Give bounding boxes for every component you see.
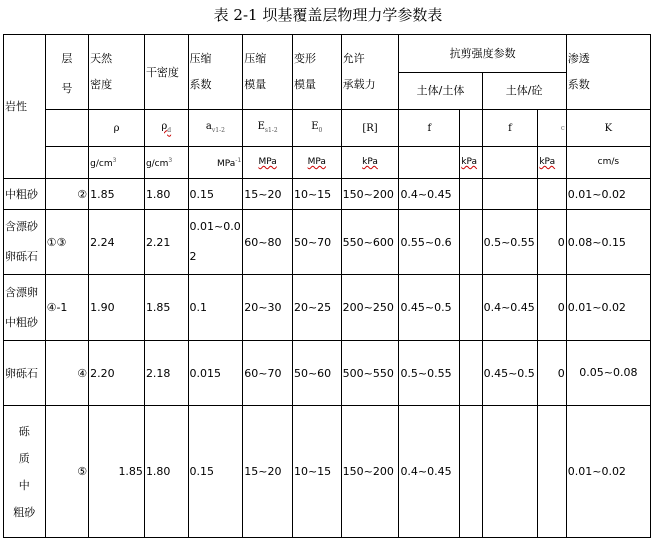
header-deform-mod-line1: 变形	[293, 52, 316, 65]
unit-R: kPa	[341, 147, 399, 179]
cell-rock	[4, 275, 46, 341]
cell-f2	[482, 179, 538, 210]
cell-rho: 1.85	[89, 406, 145, 538]
cell-rock-char1: 砾	[18, 424, 30, 438]
symbol-rho: ρ	[89, 110, 145, 147]
cell-E0: 20~25	[292, 275, 341, 341]
table-title: 表 2-1 坝基覆盖层物理力学参数表	[213, 6, 443, 24]
cell-rock: 中粗砂	[4, 179, 46, 210]
header-density-natural-line1: 天然	[90, 52, 113, 65]
cell-c2: 0	[538, 210, 566, 275]
cell-Es: 20~30	[243, 275, 293, 341]
unit-c2: kPa	[538, 147, 566, 179]
cell-rho-d: 1.80	[144, 179, 188, 210]
cell-rock-char4: 粗砂	[13, 505, 36, 519]
unit-Es: MPa	[243, 147, 293, 179]
cell-c2: 0	[538, 275, 566, 341]
header-compress-mod-line1: 压缩	[244, 52, 267, 65]
header-soil-soil: 土体/土体	[399, 72, 482, 110]
cell-c1	[460, 406, 482, 538]
cell-K: 0.01~0.02	[566, 275, 650, 341]
cell-c1	[460, 341, 482, 406]
header-perm	[566, 35, 650, 110]
symbol-Es: $E_{s1-2}$	[243, 110, 293, 147]
cell-c2	[538, 179, 566, 210]
unit-rho-d: $g/cm^3$	[144, 147, 188, 179]
cell-R: 150~200	[341, 179, 399, 210]
cell-rock-line2: 中粗砂	[5, 315, 38, 329]
symbol-c2: c	[538, 110, 566, 147]
header-rock: 岩性	[4, 35, 46, 179]
header-compress-mod	[243, 35, 293, 110]
cell-f1: 0.4~0.45	[399, 179, 460, 210]
cell-R: 550~600	[341, 210, 399, 275]
table-row	[4, 179, 651, 210]
cell-rho: 1.85	[89, 179, 145, 210]
cell-rho-d: 1.85	[144, 275, 188, 341]
symbol-K: K	[566, 110, 650, 147]
header-layer-line1: 层	[61, 52, 73, 65]
cell-a: 0.15	[188, 179, 243, 210]
cell-c1	[460, 179, 482, 210]
cell-f1: 0.4~0.45	[399, 406, 460, 538]
cell-rock: 卵砾石	[4, 341, 46, 406]
unit-c1: kPa	[460, 147, 482, 179]
header-compress-coef-line2: 系数	[189, 78, 212, 91]
symbol-f1: f	[399, 110, 460, 147]
unit-a: MPa$^{-1}$	[188, 147, 243, 179]
header-bearing-line1: 允许	[342, 52, 365, 65]
cell-E0: 50~60	[292, 341, 341, 406]
unit-f2	[482, 147, 538, 179]
header-density-natural-line2: 密度	[90, 78, 113, 91]
cell-c2	[538, 406, 566, 538]
cell-f1: 0.45~0.5	[399, 275, 460, 341]
cell-c2: 0	[538, 341, 566, 406]
header-shear: 抗剪强度参数	[399, 35, 566, 73]
cell-Es: 60~80	[243, 210, 293, 275]
header-layer-line2: 号	[61, 82, 73, 95]
cell-layer: ④	[45, 341, 89, 406]
cell-R: 500~550	[341, 341, 399, 406]
header-compress-coef	[188, 35, 243, 110]
cell-K: 0.01~0.02	[566, 179, 650, 210]
header-soil-concrete: 土体/砼	[482, 72, 566, 110]
cell-R: 150~200	[341, 406, 399, 538]
cell-f2	[482, 406, 538, 538]
cell-K: 0.01~0.02	[566, 406, 650, 538]
cell-rock	[4, 210, 46, 275]
cell-rho-d: 1.80	[144, 406, 188, 538]
unit-f1	[399, 147, 460, 179]
cell-rho: 2.24	[89, 210, 145, 275]
cell-K: 0.05~0.08	[566, 341, 650, 406]
cell-rock-char2: 质	[18, 451, 30, 465]
cell-a: 0.01~0.02	[188, 210, 243, 275]
table-row	[4, 341, 651, 406]
cell-rock-line2: 卵砾石	[5, 250, 38, 263]
cell-f2: 0.45~0.5	[482, 341, 538, 406]
cell-R: 200~250	[341, 275, 399, 341]
cell-a: 0.15	[188, 406, 243, 538]
cell-E0: 10~15	[292, 406, 341, 538]
parameter-table	[3, 34, 651, 538]
cell-Es: 15~20	[243, 406, 293, 538]
symbol-E0: $E_0$	[292, 110, 341, 147]
cell-K: 0.08~0.15	[566, 210, 650, 275]
cell-f2: 0.5~0.55	[482, 210, 538, 275]
cell-Es: 60~70	[243, 341, 293, 406]
unit-E0: MPa	[292, 147, 341, 179]
header-compress-mod-line2: 模量	[244, 78, 267, 91]
symbol-f2: f	[482, 110, 538, 147]
symbol-layer	[45, 110, 89, 147]
cell-f2: 0.4~0.45	[482, 275, 538, 341]
cell-E0: 10~15	[292, 179, 341, 210]
cell-c1	[460, 275, 482, 341]
unit-rho: $g/cm^3$	[89, 147, 145, 179]
unit-layer	[45, 147, 89, 179]
header-layer	[45, 35, 89, 110]
header-deform-mod-line2: 模量	[293, 78, 316, 91]
cell-Es: 15~20	[243, 179, 293, 210]
cell-rock	[4, 406, 46, 538]
cell-rho: 1.90	[89, 275, 145, 341]
cell-a: 0.1	[188, 275, 243, 341]
header-density-dry: 干密度	[144, 35, 188, 110]
symbol-R: [R]	[341, 110, 399, 147]
header-perm-line2: 系数	[567, 78, 590, 91]
header-perm-line1: 渗透	[567, 52, 590, 65]
cell-layer: ⑤	[45, 406, 89, 538]
header-density-natural	[89, 35, 145, 110]
table-row	[4, 210, 651, 275]
cell-c1	[460, 210, 482, 275]
cell-rock-line1: 含漂卵	[5, 285, 38, 299]
symbol-a: $a_{v1-2}$	[188, 110, 243, 147]
cell-rho-d: 2.18	[144, 341, 188, 406]
cell-layer: ④-1	[45, 275, 89, 341]
header-deform-mod	[292, 35, 341, 110]
cell-f1: 0.55~0.6	[399, 210, 460, 275]
symbol-rho-d: $\rho_d$	[144, 110, 188, 147]
cell-rho-d: 2.21	[144, 210, 188, 275]
cell-rho: 2.20	[89, 341, 145, 406]
cell-rock-line1: 含漂砂	[5, 220, 38, 233]
unit-K: cm/s	[566, 147, 650, 179]
cell-rock-char3: 中	[18, 478, 30, 492]
table-row	[4, 406, 651, 538]
header-compress-coef-line1: 压缩	[189, 52, 212, 65]
cell-f1: 0.5~0.55	[399, 341, 460, 406]
header-bearing	[341, 35, 399, 110]
table-row	[4, 275, 651, 341]
cell-layer: ②	[45, 179, 89, 210]
cell-a: 0.015	[188, 341, 243, 406]
cell-layer: ①③	[45, 210, 89, 275]
cell-E0: 50~70	[292, 210, 341, 275]
header-bearing-line2: 承载力	[342, 78, 376, 91]
symbol-c1	[460, 110, 482, 147]
